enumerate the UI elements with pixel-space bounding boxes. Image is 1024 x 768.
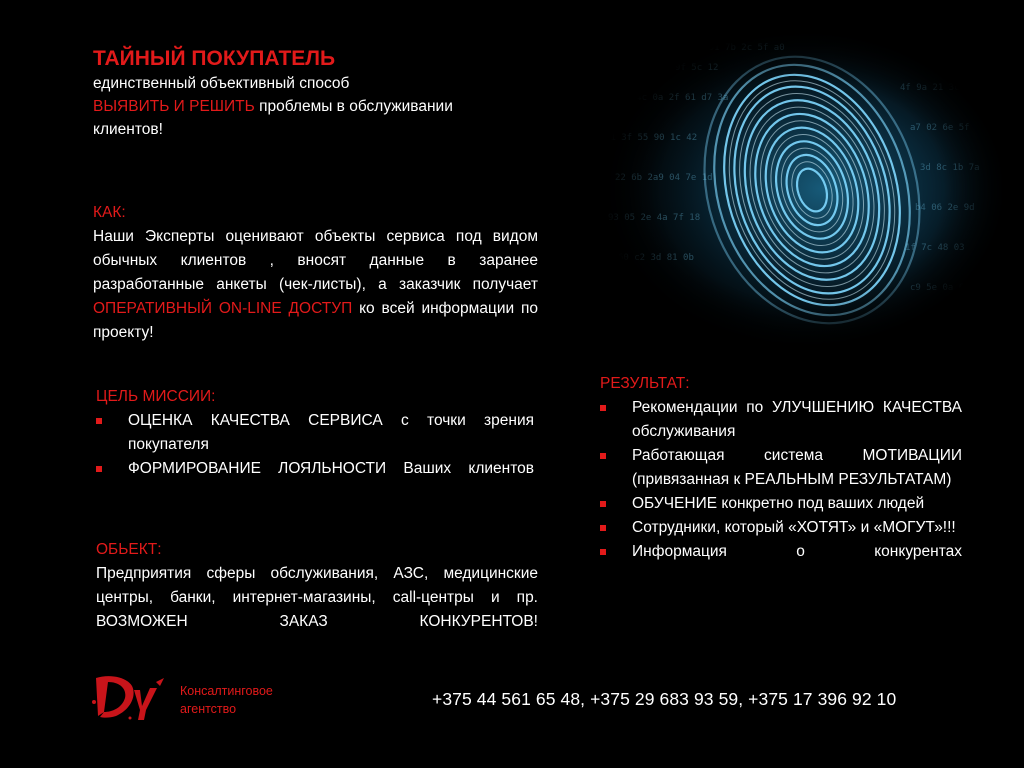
subtitle-line-2 xyxy=(93,95,533,118)
page-title: ТАЙНЫЙ ПОКУПАТЕЛЬ xyxy=(93,47,336,70)
mission-label: ЦЕЛЬ МИССИИ: xyxy=(96,388,216,405)
result-item: Сотрудники, который «ХОТЯТ» и «МОГУТ»!!! xyxy=(600,516,962,540)
mission-section xyxy=(96,385,534,481)
how-label: КАК: xyxy=(93,204,126,221)
object-section xyxy=(96,538,538,634)
how-text-highlight: ОПЕРАТИВНЫЙ ON-LINE ДОСТУП xyxy=(93,300,353,317)
result-item: Информация о конкурентах xyxy=(600,540,962,564)
result-item: Рекомендации по УЛУЧШЕНИЮ КАЧЕСТВА обслуживания xyxy=(600,396,962,444)
result-list xyxy=(600,396,962,564)
subtitle-line-3: клиентов! xyxy=(93,121,163,138)
how-text-before: Наши Эксперты оценивают объекты сервиса под видом обычных клиентов , вносят данные в заранее разработанные анкеты (чек-листы), а заказчик получает xyxy=(93,228,538,293)
how-section xyxy=(93,201,538,345)
result-label: РЕЗУЛЬТАТ: xyxy=(600,375,690,392)
subtitle-line-2-rest: проблемы в обслуживании xyxy=(254,98,453,115)
subtitle-line-1: единственный объективный способ xyxy=(93,75,350,92)
agency-line-1: Консалтинговое xyxy=(180,684,273,698)
how-text-after: ко всей информации по проекту! xyxy=(93,300,538,341)
result-item: Работающая система МОТИВАЦИИ (привязанная к РЕАЛЬНЫМ РЕЗУЛЬТАТАМ) xyxy=(600,444,962,492)
fingerprint-icon xyxy=(600,30,1005,348)
mission-list xyxy=(96,409,534,481)
mission-item: ОЦЕНКА КАЧЕСТВА СЕРВИСА с точки зрения покупателя xyxy=(96,409,534,457)
result-section xyxy=(600,372,962,564)
object-label: ОБЬЕКТ: xyxy=(96,541,162,558)
header-block xyxy=(93,46,533,141)
phone-numbers: +375 44 561 65 48, +375 29 683 93 59, +375 17 396 92 10 xyxy=(432,689,897,709)
agency-line-2: агентство xyxy=(180,702,237,716)
mission-item: ФОРМИРОВАНИЕ ЛОЯЛЬНОСТИ Ваших клиентов xyxy=(96,457,534,481)
result-item: ОБУЧЕНИЕ конкретно под ваших людей xyxy=(600,492,962,516)
how-text xyxy=(93,225,538,345)
subtitle-highlight: ВЫЯВИТЬ И РЕШИТЬ xyxy=(93,98,255,115)
fingerprint-image xyxy=(600,30,1005,348)
agency-logo xyxy=(90,672,170,722)
agency-caption xyxy=(180,682,273,718)
object-text: Предприятия сферы обслуживания, АЗС, медицинские центры, банки, интернет-магазины, call-центры и пр. ВОЗМОЖЕН ЗАКАЗ КОНКУРЕНТОВ! xyxy=(96,565,538,630)
